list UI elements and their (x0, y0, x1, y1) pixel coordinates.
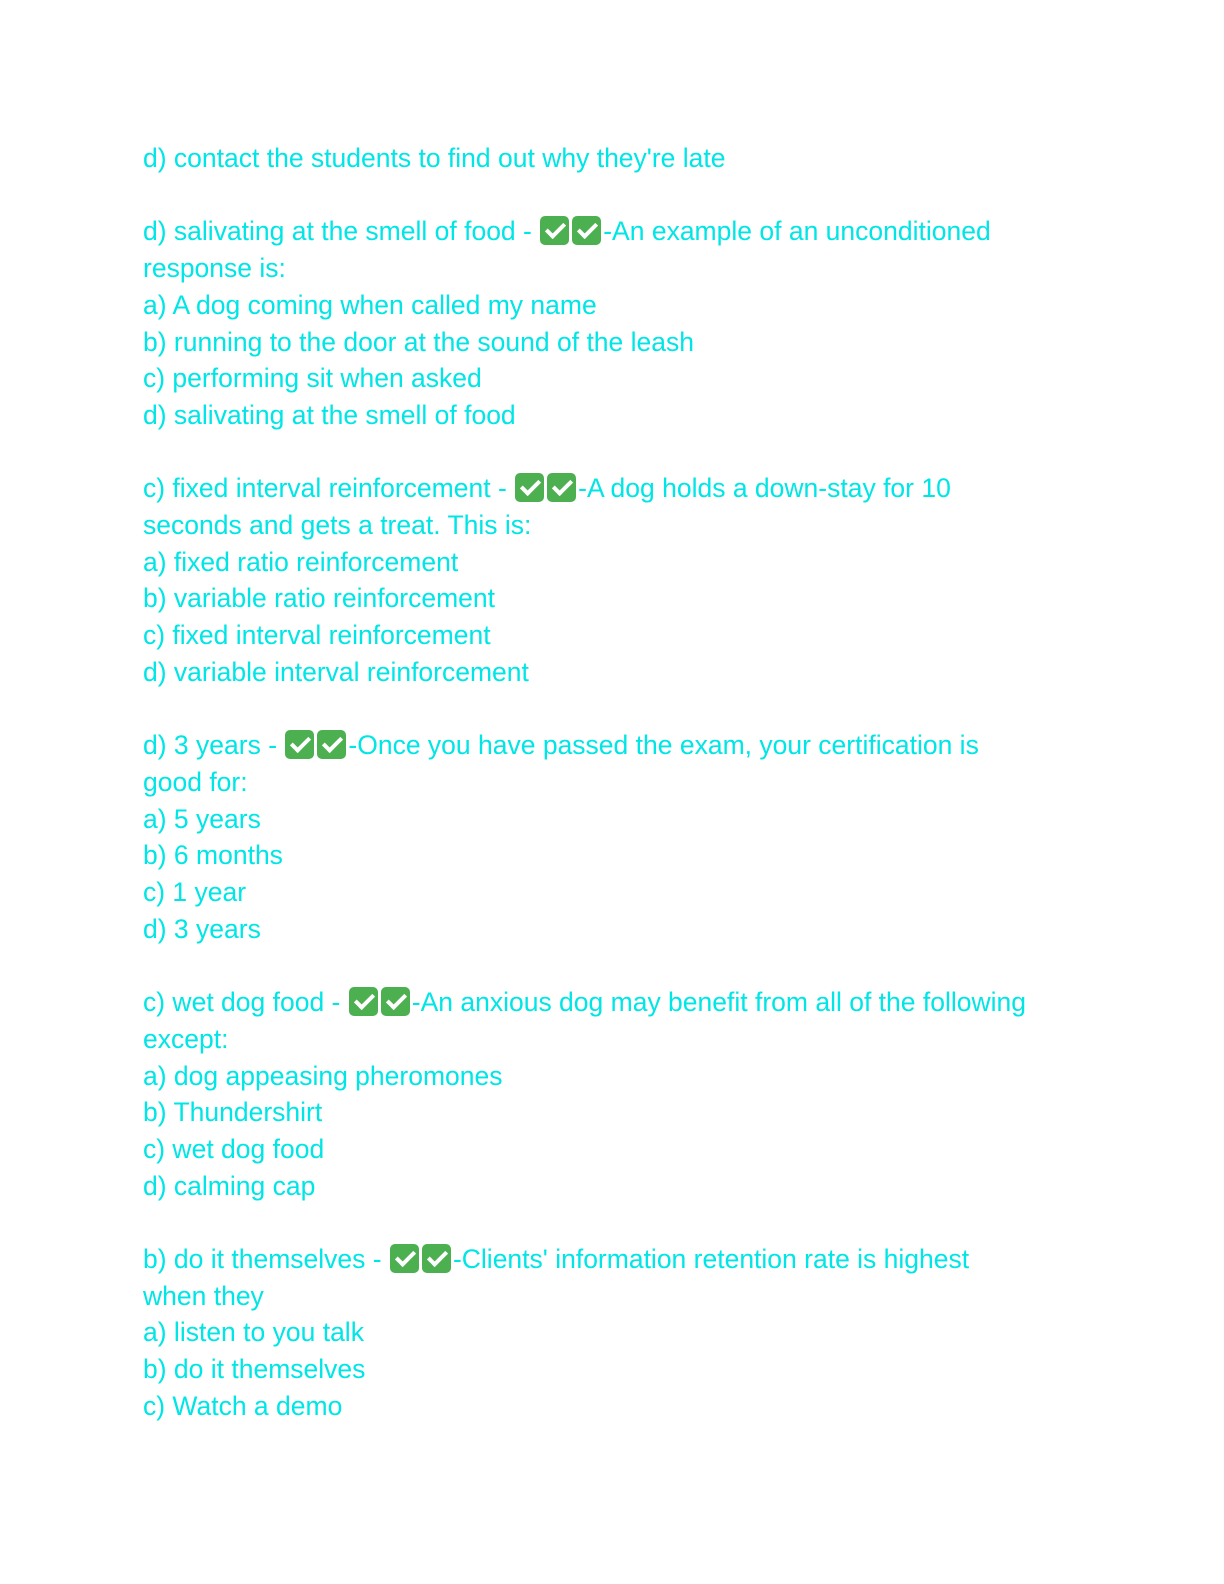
check-mark-icon (349, 987, 378, 1016)
question-block-2 (143, 470, 1103, 690)
option-b: b) Thundershirt (143, 1097, 323, 1128)
option-b: b) running to the door at the sound of the leash (143, 326, 695, 357)
option-b: b) variable ratio reinforcement (143, 583, 496, 614)
check-mark-icon (515, 473, 544, 502)
answer-text: d) salivating at the smell of food - (143, 216, 540, 247)
question-text: -Clients' information retention rate is highest (452, 1244, 970, 1275)
option-c: c) fixed interval reinforcement (143, 620, 491, 651)
option-a: a) 5 years (143, 803, 261, 834)
question-text-continued: when they (143, 1280, 264, 1311)
question-text-continued: response is: (143, 253, 286, 284)
check-mark-icon (422, 1244, 451, 1273)
question-header (143, 470, 1103, 507)
check-mark-icon (572, 216, 601, 245)
check-mark-icon (285, 730, 314, 759)
question-text-continued: good for: (143, 766, 248, 797)
question-block-4 (143, 984, 1103, 1204)
question-text: -An example of an unconditioned (603, 216, 991, 247)
option-c: c) 1 year (143, 877, 247, 908)
question-block-3 (143, 727, 1103, 947)
option-d: d) 3 years (143, 913, 261, 944)
intro-line: d) contact the students to find out why they're late (143, 143, 726, 173)
option-a: a) A dog coming when called my name (143, 289, 597, 320)
question-text: -An anxious dog may benefit from all of the following (411, 987, 1026, 1018)
answer-text: b) do it themselves - (143, 1244, 389, 1275)
option-d: d) calming cap (143, 1170, 316, 1201)
check-mark-icon (547, 473, 576, 502)
option-b: b) do it themselves (143, 1354, 366, 1385)
question-header (143, 727, 1103, 764)
document-page (143, 140, 1103, 1461)
question-header (143, 1241, 1103, 1278)
answer-text: d) 3 years - (143, 730, 285, 761)
option-a: a) dog appeasing pheromones (143, 1060, 503, 1091)
question-text-continued: seconds and gets a treat. This is: (143, 510, 532, 540)
answer-text: c) fixed interval reinforcement - (143, 473, 515, 504)
option-c: c) Watch a demo (143, 1390, 343, 1421)
option-d: d) variable interval reinforcement (143, 656, 529, 687)
question-text: -A dog holds a down-stay for 10 (578, 473, 951, 504)
option-d: d) salivating at the smell of food (143, 399, 516, 430)
answer-text: c) wet dog food - (143, 987, 348, 1018)
question-header (143, 213, 1103, 250)
question-text-continued: except: (143, 1023, 229, 1054)
option-c: c) performing sit when asked (143, 363, 482, 394)
option-b: b) 6 months (143, 840, 283, 871)
question-block-1 (143, 213, 1103, 433)
check-mark-icon (381, 987, 410, 1016)
check-mark-icon (317, 730, 346, 759)
intro-block (143, 140, 1103, 177)
question-block-5 (143, 1241, 1103, 1425)
check-mark-icon (390, 1244, 419, 1273)
option-a: a) fixed ratio reinforcement (143, 546, 459, 577)
check-mark-icon (540, 216, 569, 245)
question-header (143, 984, 1103, 1021)
question-text: -Once you have passed the exam, your certification is (348, 730, 979, 761)
option-c: c) wet dog food (143, 1133, 325, 1164)
option-a: a) listen to you talk (143, 1317, 364, 1348)
